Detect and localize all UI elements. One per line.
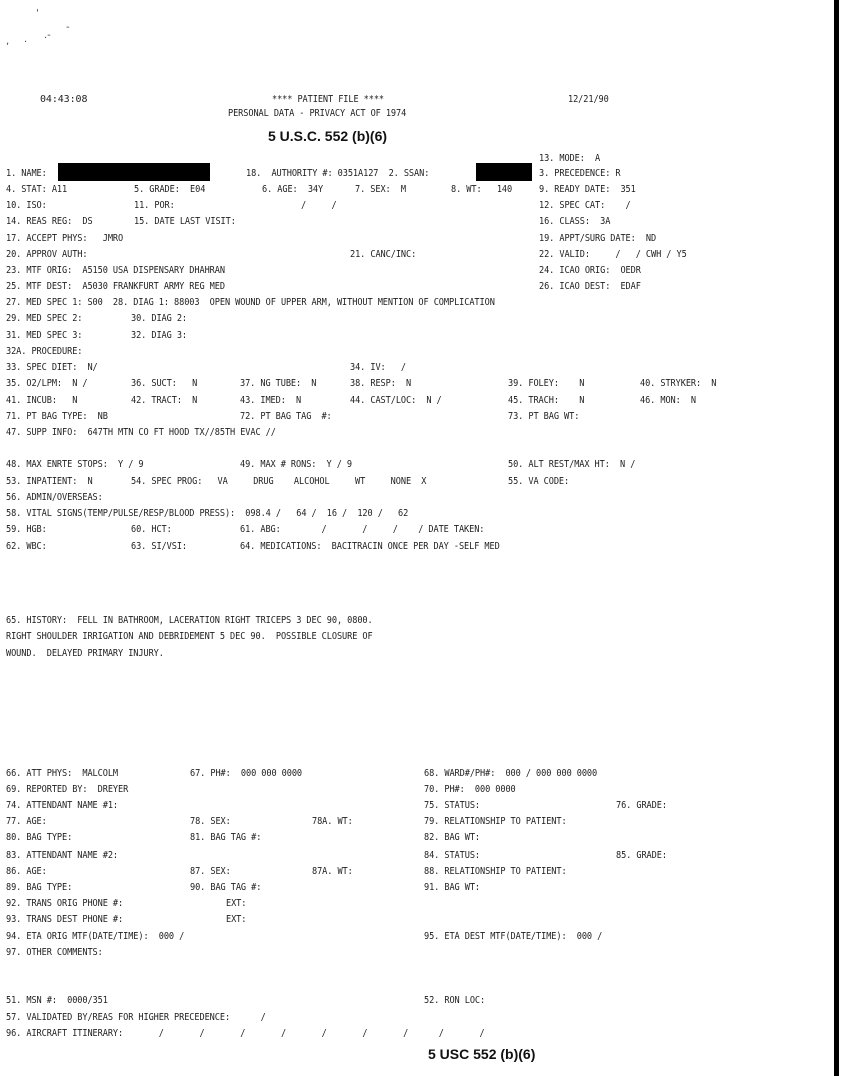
field-accept-phys: 17. ACCEPT PHYS: JMRO [6, 233, 124, 244]
field-history-line-2: RIGHT SHOULDER IRRIGATION AND DEBRIDEMENT 5 DEC 90. POSSIBLE CLOSURE OF [6, 631, 373, 642]
field-eta-orig-mtf: 94. ETA ORIG MTF(DATE/TIME): 000 / [6, 931, 185, 942]
field-va-code: 55. VA CODE: [508, 476, 570, 487]
field-attendant-2-status: 84. STATUS: [424, 850, 481, 861]
field-msn: 51. MSN #: 0000/351 [6, 995, 108, 1006]
print-time: 04:43:08 [40, 94, 88, 105]
field-spec-cat: 12. SPEC CAT: / [539, 200, 631, 211]
field-canc-inc: 21. CANC/INC: [350, 249, 417, 260]
field-max-rons: 49. MAX # RONS: Y / 9 [240, 459, 353, 470]
field-attendant-name-1: 74. ATTENDANT NAME #1: [6, 800, 119, 811]
field-validated-by: 57. VALIDATED BY/REAS FOR HIGHER PRECEDENCE: / [6, 1012, 266, 1023]
field-ron-loc: 52. RON LOC: [424, 995, 486, 1006]
field-attendant-1-wt: 78A. WT: [312, 816, 353, 827]
field-ready-date: 9. READY DATE: 351 [539, 184, 636, 195]
scan-speck: , [6, 36, 10, 47]
field-attendant-1-bag-tag: 81. BAG TAG #: [190, 832, 262, 843]
field-max-enrte-stops: 48. MAX ENRTE STOPS: Y / 9 [6, 459, 144, 470]
field-pt-bag-type: 71. PT BAG TYPE: NB [6, 411, 108, 422]
scan-speck: . [24, 34, 28, 45]
field-attendant-1-sex: 78. SEX: [190, 816, 231, 827]
field-attendant-2-relationship: 88. RELATIONSHIP TO PATIENT: [424, 866, 567, 877]
field-iso: 10. ISO: [6, 200, 47, 211]
field-name: 1. NAME: [6, 168, 47, 179]
field-spec-diet: 33. SPEC DIET: N/ [6, 362, 98, 373]
field-imed: 43. IMED: N [240, 395, 302, 406]
redacted-name [58, 163, 210, 181]
field-aircraft-itinerary: 96. AIRCRAFT ITINERARY: / / / / / / / / / [6, 1028, 485, 1039]
field-foley: 39. FOLEY: N [508, 378, 585, 389]
field-inpatient: 53. INPATIENT: N [6, 476, 93, 487]
field-eta-dest-mtf: 95. ETA DEST MTF(DATE/TIME): 000 / [424, 931, 603, 942]
field-o2-lpm: 35. O2/LPM: N / [6, 378, 88, 389]
field-medications: 64. MEDICATIONS: BACITRACIN ONCE PER DAY -SELF MED [240, 541, 500, 552]
field-mtf-dest: 25. MTF DEST: A5030 FRANKFURT ARMY REG MED [6, 281, 225, 292]
field-precedence: 3. PRECEDENCE: R [539, 168, 621, 179]
field-diag-3: 32. DIAG 3: [131, 330, 188, 341]
field-resp: 38. RESP: N [350, 378, 412, 389]
field-attendant-2-bag-wt: 91. BAG WT: [424, 882, 481, 893]
field-trans-dest-ext: EXT: [226, 914, 247, 925]
field-iv: 34. IV: / [350, 362, 407, 373]
print-date: 12/21/90 [568, 94, 609, 105]
field-attendant-1-relationship: 79. RELATIONSHIP TO PATIENT: [424, 816, 567, 827]
scan-speck: .- [44, 30, 51, 41]
exemption-label-top: 5 U.S.C. 552 (b)(6) [268, 128, 388, 144]
field-hgb: 59. HGB: [6, 524, 47, 535]
field-trach: 45. TRACH: N [508, 395, 585, 406]
field-date-last-visit: 15. DATE LAST VISIT: [134, 216, 236, 227]
field-por-value: / / [301, 200, 337, 211]
field-mon: 46. MON: N [640, 395, 697, 406]
field-pt-bag-wt: 73. PT BAG WT: [508, 411, 580, 422]
field-reported-by: 69. REPORTED BY: DREYER [6, 784, 129, 795]
privacy-notice: PERSONAL DATA - PRIVACY ACT OF 1974 [228, 108, 407, 119]
field-abg: 61. ABG: / / / / DATE TAKEN: [240, 524, 485, 535]
field-alt-rest-max-ht: 50. ALT REST/MAX HT: N / [508, 459, 636, 470]
field-attendant-2-age: 86. AGE: [6, 866, 47, 877]
document-title: **** PATIENT FILE **** [272, 94, 385, 105]
field-vital-signs: 58. VITAL SIGNS(TEMP/PULSE/RESP/BLOOD PRESS): 098.4 / 64 / 16 / 120 / 62 [6, 508, 409, 519]
scan-speck: ' [36, 8, 39, 19]
field-attendant-2-grade: 85. GRADE: [616, 850, 667, 861]
field-trans-orig-phone: 92. TRANS ORIG PHONE #: [6, 898, 124, 909]
field-cast-loc: 44. CAST/LOC: N / [350, 395, 442, 406]
field-attendant-name-2: 83. ATTENDANT NAME #2: [6, 850, 119, 861]
field-attendant-2-sex: 87. SEX: [190, 866, 231, 877]
redacted-ssan [476, 163, 532, 181]
field-appt-surg-date: 19. APPT/SURG DATE: ND [539, 233, 657, 244]
scan-speck: - [66, 22, 70, 33]
field-att-phys: 66. ATT PHYS: MALCOLM [6, 768, 119, 779]
field-med-spec-2: 29. MED SPEC 2: [6, 313, 83, 324]
field-trans-orig-ext: EXT: [226, 898, 247, 909]
field-stat: 4. STAT: A11 [6, 184, 68, 195]
field-reas-reg: 14. REAS REG: DS [6, 216, 93, 227]
field-admin-overseas: 56. ADMIN/OVERSEAS: [6, 492, 103, 503]
field-other-comments: 97. OTHER COMMENTS: [6, 947, 103, 958]
field-attendant-1-status: 75. STATUS: [424, 800, 481, 811]
field-attendant-1-age: 77. AGE: [6, 816, 47, 827]
field-valid: 22. VALID: / / CWH / Y5 [539, 249, 687, 260]
field-suct: 36. SUCT: N [131, 378, 198, 389]
field-si-vsi: 63. SI/VSI: [131, 541, 188, 552]
field-tract: 42. TRACT: N [131, 395, 198, 406]
field-hct: 60. HCT: [131, 524, 172, 535]
field-ng-tube: 37. NG TUBE: N [240, 378, 317, 389]
field-history-line-3: WOUND. DELAYED PRIMARY INJURY. [6, 648, 164, 659]
field-icao-dest: 26. ICAO DEST: EDAF [539, 281, 641, 292]
field-ward-phone: 68. WARD#/PH#: 000 / 000 000 0000 [424, 768, 598, 779]
field-att-phys-phone: 67. PH#: 000 000 0000 [190, 768, 303, 779]
field-por: 11. POR: [134, 200, 175, 211]
field-reported-phone: 70. PH#: 000 0000 [424, 784, 516, 795]
field-approv-auth: 20. APPROV AUTH: [6, 249, 88, 260]
field-incub: 41. INCUB: N [6, 395, 78, 406]
field-age: 6. AGE: 34Y [262, 184, 324, 195]
field-trans-dest-phone: 93. TRANS DEST PHONE #: [6, 914, 124, 925]
exemption-label-bottom: 5 USC 552 (b)(6) [428, 1046, 536, 1062]
field-history-line-1: 65. HISTORY: FELL IN BATHROOM, LACERATION RIGHT TRICEPS 3 DEC 90, 0800. [6, 615, 373, 626]
field-attendant-1-bag-wt: 82. BAG WT: [424, 832, 481, 843]
field-procedure: 32A. PROCEDURE: [6, 346, 83, 357]
field-pt-bag-tag: 72. PT BAG TAG #: [240, 411, 332, 422]
field-attendant-2-bag-type: 89. BAG TYPE: [6, 882, 73, 893]
field-attendant-2-bag-tag: 90. BAG TAG #: [190, 882, 262, 893]
field-attendant-2-wt: 87A. WT: [312, 866, 353, 877]
field-icao-orig: 24. ICAO ORIG: OEDR [539, 265, 641, 276]
field-class: 16. CLASS: 3A [539, 216, 611, 227]
field-mtf-orig: 23. MTF ORIG: A5150 USA DISPENSARY DHAHRAN [6, 265, 225, 276]
field-supp-info: 47. SUPP INFO: 647TH MTN CO FT HOOD TX//85TH EVAC // [6, 427, 276, 438]
field-diag-2: 30. DIAG 2: [131, 313, 188, 324]
scan-edge-bar [834, 0, 839, 1076]
field-authority-ssan: 18. AUTHORITY #: 0351A127 2. SSAN: [246, 168, 430, 179]
field-stryker: 40. STRYKER: N [640, 378, 717, 389]
field-mode: 13. MODE: A [539, 153, 601, 164]
field-wbc: 62. WBC: [6, 541, 47, 552]
field-spec-prog: 54. SPEC PROG: VA DRUG ALCOHOL WT NONE X [131, 476, 427, 487]
field-attendant-1-bag-type: 80. BAG TYPE: [6, 832, 73, 843]
field-grade: 5. GRADE: E04 [134, 184, 206, 195]
field-attendant-1-grade: 76. GRADE: [616, 800, 667, 811]
field-wt: 8. WT: 140 [451, 184, 513, 195]
field-med-spec-3: 31. MED SPEC 3: [6, 330, 83, 341]
field-med-spec-1-diag-1: 27. MED SPEC 1: S00 28. DIAG 1: 88003 OPEN WOUND OF UPPER ARM, WITHOUT MENTION OF COMPLICATION [6, 297, 495, 308]
field-sex: 7. SEX: M [355, 184, 406, 195]
